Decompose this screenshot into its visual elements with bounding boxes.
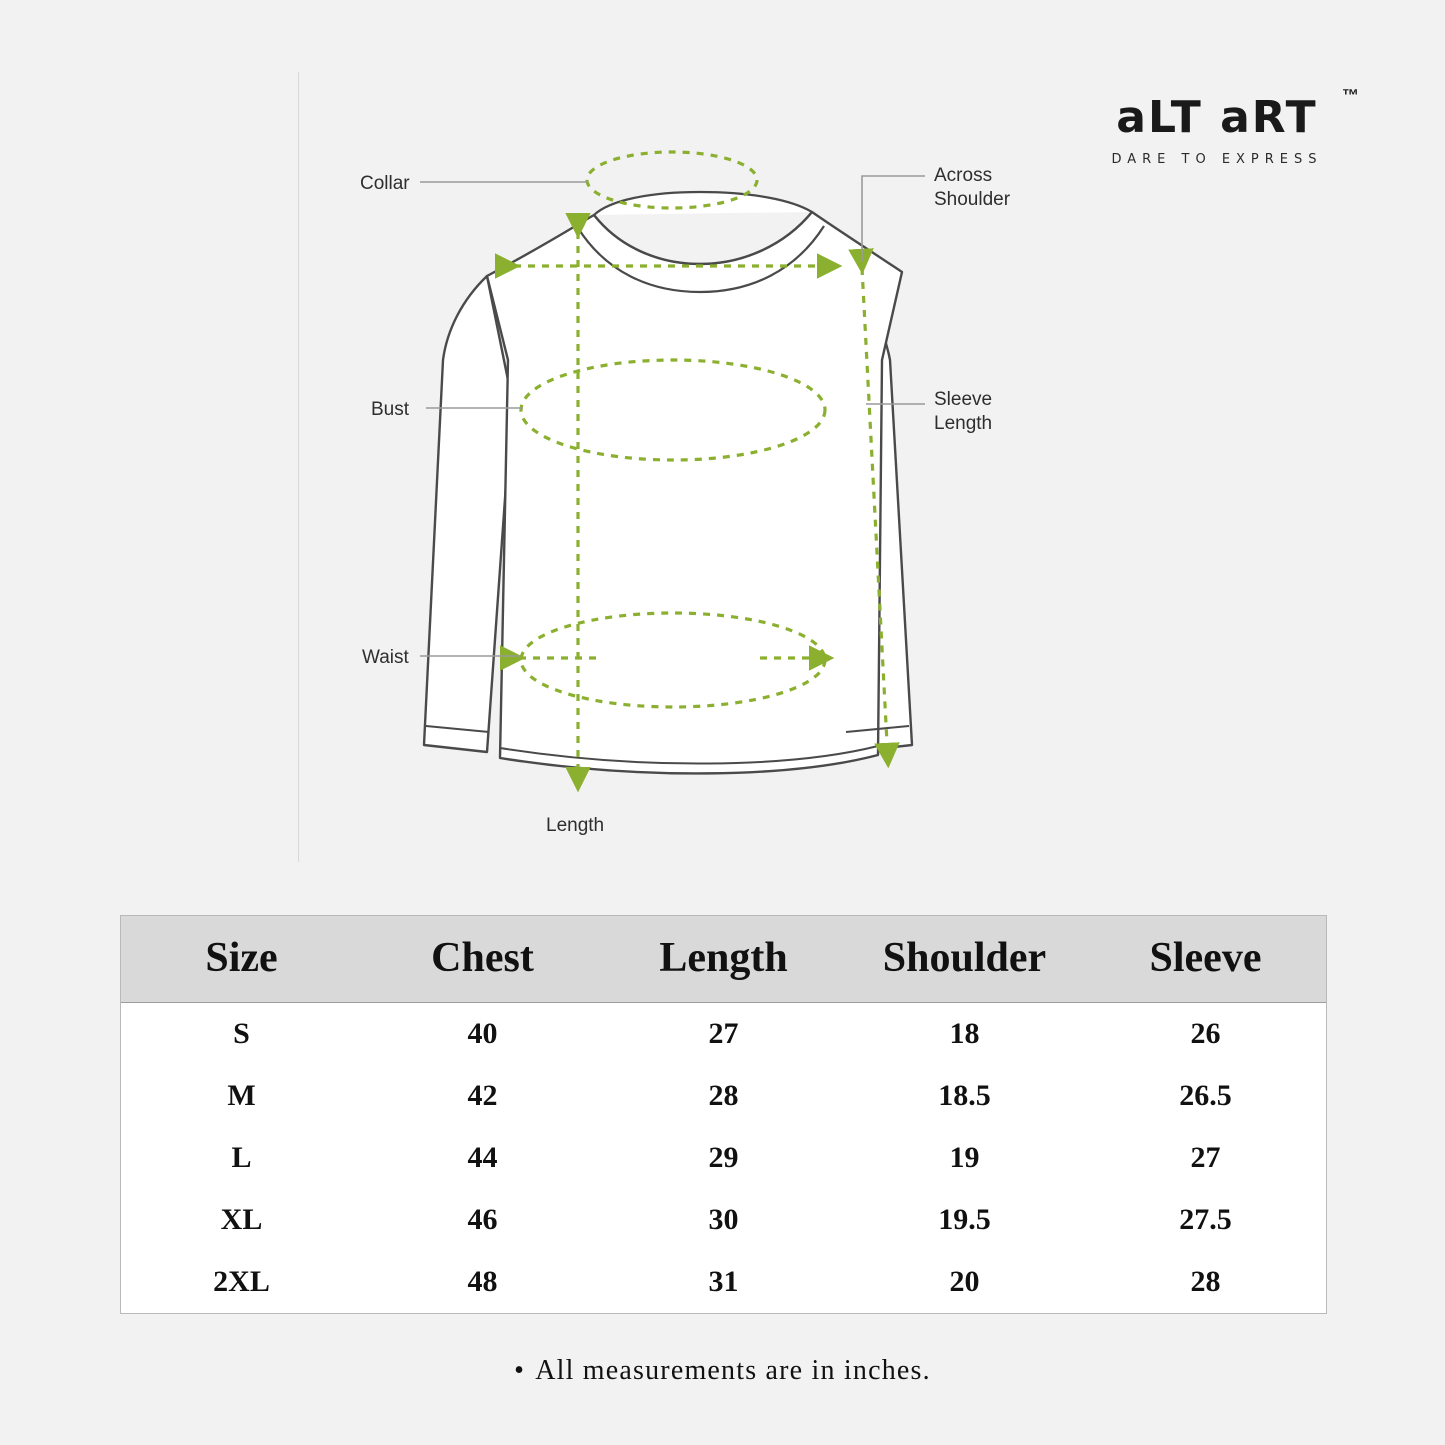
cell-shoulder: 18 [844, 1003, 1085, 1066]
cell-size: 2XL [121, 1251, 362, 1313]
cell-length: 29 [603, 1127, 844, 1189]
measurement-note [0, 1355, 1445, 1387]
cell-size: XL [121, 1189, 362, 1251]
cell-chest: 46 [362, 1189, 603, 1251]
label-across-shoulder: Across Shoulder [934, 165, 1011, 210]
table-row [121, 1189, 1326, 1251]
cell-shoulder: 19.5 [844, 1189, 1085, 1251]
column-header-shoulder: Shoulder [844, 916, 1085, 1003]
cell-length: 31 [603, 1251, 844, 1313]
cell-shoulder: 20 [844, 1251, 1085, 1313]
label-bust: Bust [371, 399, 410, 420]
cell-size: L [121, 1127, 362, 1189]
table-header-row [121, 916, 1326, 1003]
cell-length: 30 [603, 1189, 844, 1251]
column-header-length: Length [603, 916, 844, 1003]
cell-length: 28 [603, 1065, 844, 1127]
table-row [121, 1065, 1326, 1127]
cell-shoulder: 19 [844, 1127, 1085, 1189]
cell-sleeve: 27.5 [1085, 1189, 1326, 1251]
size-table-container [120, 915, 1327, 1314]
column-header-size: Size [121, 916, 362, 1003]
label-sleeve-length: Sleeve Length [934, 389, 993, 434]
cell-chest: 42 [362, 1065, 603, 1127]
bullet-icon: • [514, 1355, 526, 1386]
cell-size: S [121, 1003, 362, 1066]
label-collar: Collar [360, 173, 410, 194]
trademark-symbol: ™ [1342, 86, 1359, 105]
brand-tagline: DARE TO EXPRESS [1111, 152, 1323, 167]
label-waist: Waist [362, 647, 409, 668]
table-row [121, 1003, 1326, 1066]
cell-length: 27 [603, 1003, 844, 1066]
cell-sleeve: 26.5 [1085, 1065, 1326, 1127]
table-row [121, 1251, 1326, 1313]
cell-size: M [121, 1065, 362, 1127]
cell-chest: 48 [362, 1251, 603, 1313]
label-length: Length [546, 815, 605, 836]
cell-chest: 44 [362, 1127, 603, 1189]
cell-sleeve: 26 [1085, 1003, 1326, 1066]
cell-sleeve: 27 [1085, 1127, 1326, 1189]
table-row [121, 1127, 1326, 1189]
brand-name: aLT aRT [1116, 92, 1318, 143]
cell-chest: 40 [362, 1003, 603, 1066]
cell-shoulder: 18.5 [844, 1065, 1085, 1127]
cell-sleeve: 28 [1085, 1251, 1326, 1313]
column-header-chest: Chest [362, 916, 603, 1003]
column-header-sleeve: Sleeve [1085, 916, 1326, 1003]
size-table [121, 916, 1326, 1313]
note-text: All measurements are in inches. [535, 1355, 931, 1386]
